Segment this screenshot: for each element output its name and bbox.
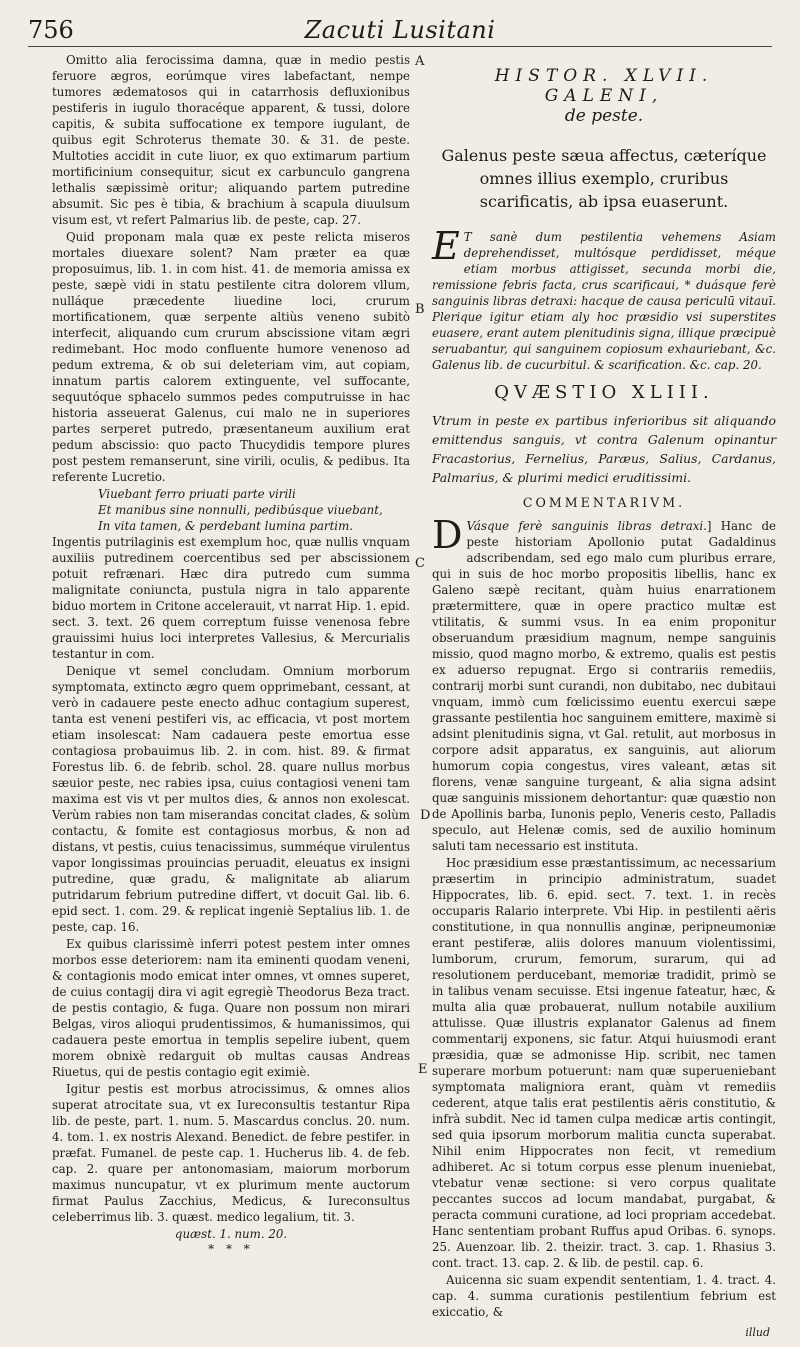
drop-cap-d: D	[432, 513, 463, 557]
left-paragraph-1: Omitto alia ferocissima damna, quæ in medio pestis feruore ægros, eorúmque vires labefactant, nempe tumores ædematosos qui in catarrhosis defluxionibus pestiferis in iugulo thoracéque apparent, & tussi, dolore capitis, & subita suffocatione ex tempore iugulant, de quibus egit Schroterus themate 30. & 31. de peste. Multoties accidit in cute liuor, ex quo extimarum partium mortificinium consequitur, sicut ex carbunculo gangrena lethalis sæpissimè oritur; aliquando partem putredine absumit. Sic pes è tibia, & brachium à scapula diuulsum visum est, vt refert Palmarius lib. de peste, cap. 27.	[52, 53, 410, 227]
commentary-lemma: Vásque ferè sanguinis libras detraxi.	[466, 519, 707, 533]
history-summary: Galenus peste sæua affectus, cæteríque omnes illius exemplo, cruribus scarificatis, ab ipsa euaserunt.	[441, 146, 767, 211]
left-end-reference: quæst. 1. num. 20.	[174, 1227, 288, 1241]
page-header	[28, 12, 772, 48]
margin-letter-a: A	[415, 54, 425, 69]
history-title: HISTOR. XLVII. GALENI,	[494, 66, 714, 106]
commentarium-heading: COMMENTARIVM.	[522, 495, 686, 510]
left-paragraph-4: Denique vt semel concludam. Omnium morborum symptomata, extincto ægro quem opprimebant, cessant, at verò in cadauere peste enecto adhuc contagium superest, tanta est veneni pestiferi vis, ac efficacia, vt post mortem etiam insolescat: Nam cadauera peste emortua esse contagiosa probauimus lib. 2. in com. hist. 89. & firmat Forestus lib. 6. de febrib. schol. 28. quare nullus morbus sæuior peste, nec rabies ipsa, cuius contagiosi veneni tam maxima est vis vt per multos dies, & annos non exolescat. Verùm rabies non tam miserandas concitat clades, & solùm contactu, & fomite est contagiosus morbus, & non ad distans, vt pestis, cuius tenacissimus, summéque virulentus vapor longissimas prouincias peruadit, eleuatus ex insigni putredine, quæ gradu, & malignitate ab aliarum putridarum febrium putredine differt, vt docuit Gal. lib. 6. epid sect. 1. com. 29. & replicat ingeniè Septalius lib. 1. de peste, cap. 16.	[52, 664, 410, 934]
verse-line-1: Viuebant ferro priuati parte virili	[98, 487, 296, 501]
left-paragraph-6: Igitur pestis est morbus atrocissimus, & omnes alios superat atrocitate sua, vt ex Iureconsultis testantur Ripa lib. de peste, part. 1. num. 5. Mascardus conclus. 20. num. 4. tom. 1. ex nostris Alexand. Benedict. de febre pestifer. in præfat. Fumanel. de peste cap. 1. Hucherus lib. 4. de feb. cap. 2. quare per antonomasiam, maiorum morborum maximus nuncupatur, vt ex plurimum mente auctorum firmat Paulus Zacchius, Medicus, & Iureconsultus celeberrimus lib. 3. quæst. medico legalium, tit. 3.	[52, 1082, 410, 1224]
drop-cap-e: E	[432, 224, 460, 268]
right-column	[432, 52, 776, 1321]
quaestio-heading: QVÆSTIO XLIII.	[494, 382, 714, 403]
galen-quote-text: T sanè dum pestilentia vehemens Asiam deprehendisset, multósque perdidisset, méque etiam morbus attigisset, secunda morbi die, remissione febris facta, crus scarificaui, * duásque ferè sanguinis libras detraxi: hacque de causa periculū vitauī. Plerique igitur etiam aly hoc præsidio vsi superstites euasere, erant autem plenitudinis signa, illique præcipuè seruabantur, qui sanguinem copiosum exhauriebant, &c. Galenus lib. de cucurbitul. & scarification. &c. cap. 20.	[432, 230, 776, 372]
commentary-text-1: ] Hanc de peste historiam Apollonio putat Gadaldinus adscribendam, sed ego malo cum pluribus errare, qui in suis de hoc morbo propositis libellis, hanc ex Galeno sæpè recitant, quàm huius enarrationem prætermittere, quæ in opere practico multæ est vtilitatis, & summi vsus. In ea enim proponitur obseruandum præsidium magnum, nempe sanguinis missio, quod magno morbo, & extremo, qualis est pestis ex aduerso repugnat. Ergo si contrariis remediis, contrarij morbi sunt curandi, non dubitabo, nec dubitaui vnquam, immò cum fœlicissimo euentu exercui sæpe grassante pestilentia hoc sanguinem emittere, maximè si adsint plenitudinis signa, vt Gal. retulit, aut morbosus in corpore adsit apparatus, ex sanguinis, aut aliorum humorum copia congestus, vires valeant, ætas sit florens, venæ sanguine turgeant, & alia signa adsint quæ sanguinis missionem dehortantur: quæ quæstio non de Apollinis barba, Iunonis peplo, Veneris cesto, Palladis speculo, aut Helenæ comis, sed de auxilio hominum saluti tam necessario est instituta.	[432, 519, 776, 853]
margin-letter-c: C	[415, 556, 425, 571]
margin-letter-b: B	[415, 302, 425, 317]
verse-line-3: In vita tamen, & perdebant lumina partim.	[98, 519, 354, 533]
running-title: Zacuti Lusitani	[304, 16, 496, 44]
left-column	[52, 52, 410, 1256]
margin-letter-d: D	[420, 808, 431, 823]
verse-line-2: Et manibus sine nonnulli, pedibúsque viuebant,	[98, 503, 383, 517]
commentary-paragraph-1	[432, 513, 776, 854]
commentary-paragraph-3: Auicenna sic suam expendit sententiam, 1. 4. tract. 4. cap. 4. summa curationis pestilentium febrium est exiccatio, &	[432, 1273, 776, 1319]
header-rule	[28, 46, 772, 47]
left-paragraph-3: Ingentis putrilaginis est exemplum hoc, quæ nullis vnquam auxiliis putredinem coercentibus sed per abscissionem potuit refrænari. Hæc dira putredo cum summa malignitate coniuncta, pustula nigra in talo apparente biduo mortem in Critone accelerauit, vt narrat Hip. 1. epid. sect. 3. text. 26 quem correptum fuisse venenosa febre grauissimi huius loci interpretes Vallesius, & Mercurialis testantur in com.	[52, 535, 410, 661]
ornament-stars: * * *	[208, 1242, 254, 1256]
left-paragraph-2: Quid proponam mala quæ ex peste relicta miseros mortales diuexare solent? Nam præter ea quæ proposuimus, lib. 1. in com hist. 41. de memoria amissa ex peste, sæpè vidi in statu pestilente citra dolorem vllum, nulláque præcedente liuedine loci, crurum mortificationem, quæ serpente altiùs veneno subitò interfecit, aliquando cum crurum abscissione vitam ægri redimebant. Hoc modo confluente humore venenoso ad pedum extrema, & ob sui deleteriam vim, aut copiam, innatum partis calorem extinguente, vel suffocante, sequutóque sphacelo summos pedes computruisse in hac historia asseuerat Galenus, cui malo ne in superiores partes serperet putredo, præsentaneum auxilium erat pedum abscissio: quo pacto Thucydidis tempore plures post pestem remanserunt, sine virili, oculis, & pedibus. Ita referente Lucretio.	[52, 230, 410, 484]
commentary-paragraph-2: Hoc præsidium esse præstantissimum, ac necessarium præsertim in principio administratum, suadet Hippocrates, lib. 6. epid. sect. 7. text. 1. in recès occuparis Ralario interprete. Vbi Hip. in pestilenti aëris constitutione, in qua nonnullis anginæ, peripneumoniæ erant pestiferæ, aliis dolores manuum violentissimi, lumborum, crurum, femorum, surarum, qui ad resolutionem perducebant, memoriæ tradidit, primò se in talibus venam secuisse. Etsi ingenue fateatur, hæc, & multa alia quæ probauerat, nullum notabile auxilium attulisse. Quæ illustris explanator Galenus ad finem commentarij exponens, sic fatur. Atqui huiusmodi erant præsidia, quæ se admonisse Hip. scribit, nec tamen superare morbum potuerunt: nam quæ superueniebant symptomata maligniora erant, quàm vt remediis cederent, atque talis erat pestilentis aëris constitutio, & infrà subdit. Nec id tamen culpa medicæ artis contingit, sed quia ipsorum morborum malitia cuncta superabat. Nihil enim Hippocrates non fecit, vt remedium adhiberet. Ac si totum corpus esse plenum inueniebat, vtebatur venæ sectione: si vero corpus qualitate peccantes succos ad locum mandabat, purgabat, & peracta communi curatione, ad loci propriam accedebat. Hanc sententiam probant Ruffus apud Oribas. 6. synops. 25. Auenzoar. lib. 2. theizir. tract. 3. cap. 1. Rhasius 3. cont. tract. 13. cap. 2. & lib. de pestil. cap. 6.	[432, 856, 776, 1270]
quaestio-question: Vtrum in peste ex partibus inferioribus sit aliquando emittendus sanguis, vt contra Galenum opinantur Fracastorius, Fernelius, Paræus, Salius, Cardanus, Palmarius, & plurimi medici eruditissimi.	[432, 413, 776, 485]
catchword: illud	[745, 1326, 770, 1339]
history-subtitle: de peste.	[564, 106, 644, 126]
page-number: 756	[28, 16, 74, 44]
left-paragraph-5: Ex quibus clarissimè inferri potest pestem inter omnes morbos esse deteriorem: nam ita eminenti quodam veneni, & contagionis modo emicat inter omnes, vt omnes superet, de cuius contagij dira vi agit egregiè Theodorus Beza tract. de pestis contagio, & fuga. Quare non possum non mirari Belgas, viros alioqui prudentissimos, & humanissimos, qui cadauera peste emortua in templis sepelire iubent, quem morem obnixè redarguit ob multas causas Andreas Riuetus, qui de pestis contagio egit eximiè.	[52, 937, 410, 1079]
margin-letter-e: E	[418, 1062, 428, 1077]
galen-quote	[432, 224, 776, 373]
